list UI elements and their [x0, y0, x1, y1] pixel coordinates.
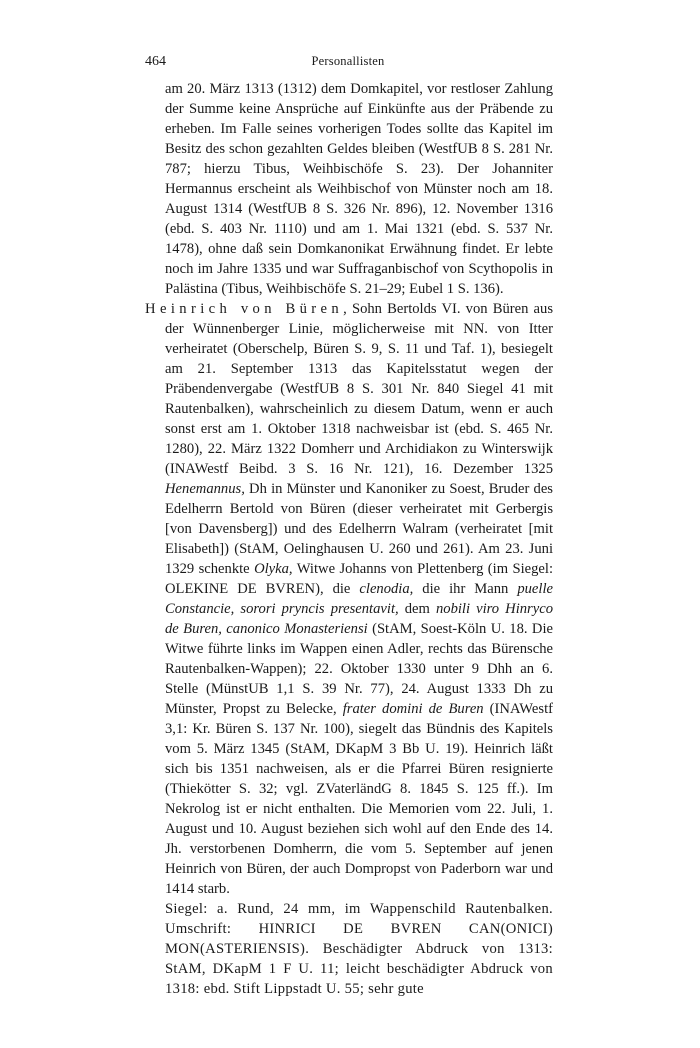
entry-text-5: dem: [398, 601, 436, 617]
running-title: Personallisten: [311, 54, 385, 68]
entry-italic-2: Olyka,: [254, 561, 293, 577]
page-number: 464: [145, 54, 166, 69]
seal-paragraph: Siegel: a. Rund, 24 mm, im Wappenschild Rautenbalken. Umschrift: HINRICI DE BVREN CAN(ONICI) MON(ASTERIENSIS). Beschädigter Abdruck von 1313: StAM, DKapM 1 F U. 11; leicht beschädigter Abdruck von 1318: ebd. Stift Lippstadt U. 55; sehr gute: [165, 901, 553, 997]
entry-text-1: , Sohn Bertolds VI. von Büren aus der Wünnenberger Linie, möglicherweise mit NN. von Itter verheiratet (Oberschelp, Büren S. 9, S. 11 und Taf. 1), besiegelt am 21. September 1313 das Kapitelsstatut wegen der Präbendenvergabe (WestfUB 8 S. 301 Nr. 840 Siegel 41 mit Rautenbalken), wahrscheinlich zu diesem Datum, wenn er auch sonst erst am 1. Oktober 1318 nachweisbar ist (ebd. S. 465 Nr. 1280), 22. März 1322 Domherr und Archidiakon zu Winterswijk (INAWestf Beibd. 3 S. 16 Nr. 121), 16. Dezember 1325: [165, 301, 554, 477]
entry-italic-3: clenodia,: [359, 581, 414, 597]
page-header: [145, 54, 551, 74]
entry-italic-5: nobili viro Hinryco de Buren, canonico Monasteriensi: [165, 601, 553, 637]
entry-text-4: die ihr Mann: [413, 581, 518, 597]
entry-text-7: (INAWestf 3,1: Kr. Büren S. 137 Nr. 100), siegelt das Bündnis des Kapitels vom 5. März 1345 (StAM, DKapM 3 Bb U. 19). Heinrich läßt sich bis 1351 nachweisen, als er die Pfarrei Büren resignierte (Thiekötter S. 32; vgl. ZVaterländG 8. 1845 S. 125 ff.). Im Nekrolog ist er nicht enthalten. Die Memorien vom 22. Juli, 1. August und 10. August beziehen sich wohl auf den Ende des 14. Jh. verstorbenen Domherrn, die vom 5. September auf jenen Heinrich von Büren, der auch Dompropst von Paderborn war und 1414 starb.: [165, 701, 553, 897]
entry-text-2: Dh in Münster und Kanoniker zu Soest, Bruder des Edelherrn Bertold von Büren (dieser verheiratet mit Gerbergis [von Davensberg]) und des Edelherrn Walram (verheiratet [mit Elisabeth]) (StAM, Oelinghausen U. 260 und 261). Am 23. Juni 1329 schenkte: [165, 481, 553, 577]
entry-heinrich-von-bueren: [145, 299, 553, 899]
paragraph-continuation: am 20. März 1313 (1312) dem Domkapitel, vor restloser Zahlung der Summe keine Ansprüche auf Einkünfte aus der Präbende zu erheben. Im Falle seines vorherigen Todes sollte das Kapitel im Besitz des schon gezahlten Geldes bleiben (WestfUB 8 S. 281 Nr. 787; hierzu Tibus, Weihbischöfe S. 23). Der Johanniter Hermannus erscheint als Weihbischof von Münster noch am 18. August 1314 (WestfUB 8 S. 326 Nr. 896), 12. November 1316 (ebd. S. 403 Nr. 1110) und am 1. Mai 1321 (ebd. S. 537 Nr. 1478), ohne daß sein Domkanonikat Erwähnung findet. Er lebte noch im Jahre 1335 und war Suffraganbischof von Scythopolis in Palästina (Tibus, Weihbischöfe S. 21–29; Eubel 1 S. 136).: [165, 81, 553, 297]
entry-italic-6: frater domini de Buren: [342, 701, 484, 717]
entry-name: Heinrich von Büren: [145, 301, 344, 317]
entry-text-6: (StAM, Soest-Köln U. 18. Die Witwe führte links im Wappen einen Adler, rechts das Bürensche Rautenbalken-Wappen); 22. Oktober 1330 unter 9 Dhh an 6. Stelle (MünstUB 1,1 S. 39 Nr. 77), 24. August 1333 Dh zu Münster, Propst zu Belecke,: [165, 621, 553, 717]
entry-italic-1: Henemannus,: [165, 481, 245, 497]
body-text: [145, 79, 553, 999]
entry-italic-4: puelle Constancie, sorori pryncis presentavit,: [165, 581, 553, 617]
entry-text-3: Witwe Johanns von Plettenberg (im Siegel: OLEKINE DE BVREN), die: [165, 561, 554, 597]
